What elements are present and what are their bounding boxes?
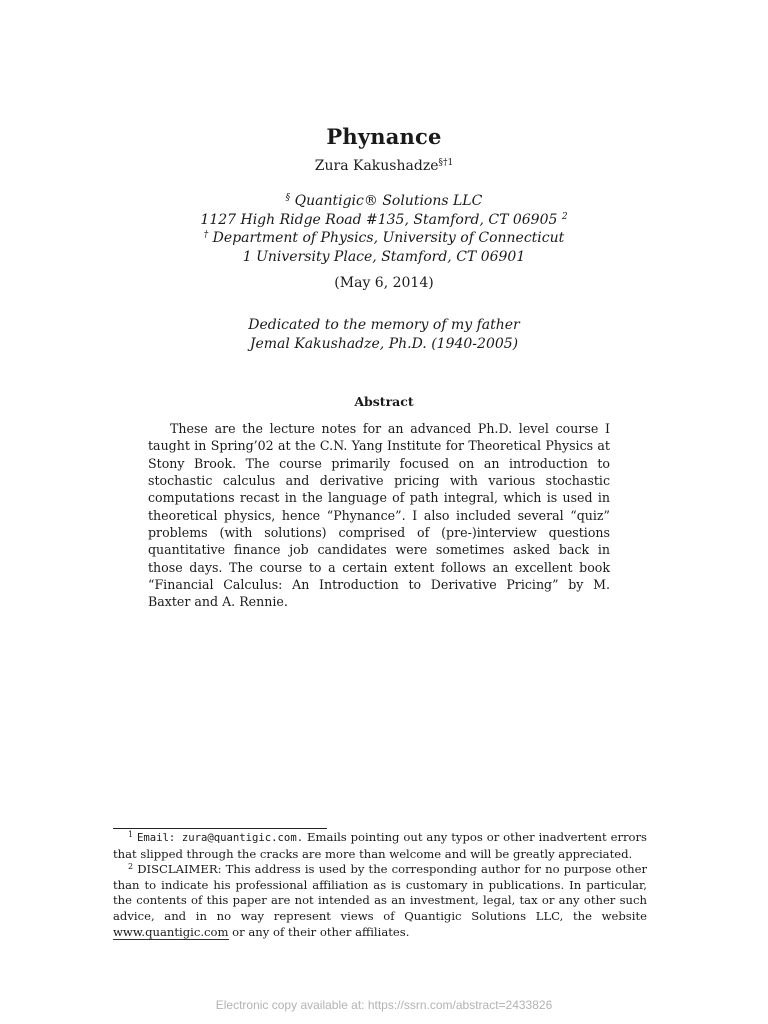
footnote-2: $^2$ DISCLAIMER: This address is used by the corresponding author for no purpose other than to indicate his professional affiliation as is customary in publications. In particular, the contents of this paper are not intended as an investment, legal, tax or any other such advice, and in no way represent views of Quantigic Solutions LLC, the website www.quantigic.com or any of their other affiliates. bbox=[113, 862, 647, 939]
website-link[interactable]: www.quantigic.com bbox=[113, 924, 229, 939]
footnote-1: $^1$ Email: zura@quantigic.com. Emails pointing out any typos or other inadvertent errors that slipped through the cracks are more than welcome and will be greatly appreciated. bbox=[113, 830, 648, 861]
affiliation-line-4: 1 University Place, Stamford, CT 06901 bbox=[242, 248, 526, 265]
dedication bbox=[0, 316, 768, 354]
abstract-text: These are the lecture notes for an advanced Ph.D. level course I taught in Spring’02 at the C.N. Yang Institute for Theoretical Physics at Stony Brook. The course primarily focused on an introduction to stochastic calculus and derivative pricing with various stochastic computations recast in the language of path integral, which is used in theoretical physics, hence “Phynance”. I also included several “quiz” problems (with solutions) comprised of (pre-)interview questions quantitative finance job candidates were sometimes asked back in those days. The course to a certain extent follows an excellent book “Financial Calculus: An Introduction to Derivative Pricing” by M. Baxter and A. Rennie. bbox=[148, 421, 610, 610]
affiliation-line-1: § Quantigic® Solutions LLC bbox=[285, 193, 483, 209]
footnotes bbox=[113, 830, 647, 940]
footnote-email: Email: zura@quantigic.com. bbox=[137, 832, 304, 844]
affiliation-mark-section: § bbox=[285, 193, 291, 203]
affiliation-line-3: † Department of Physics, University of Connecticut bbox=[203, 230, 565, 247]
footnote-mark-1: 1 bbox=[128, 830, 134, 839]
affiliation-line-2: 1127 High Ridge Road #135, Stamford, CT 06905 $^2$ bbox=[200, 211, 568, 228]
footnote-mark-2: 2 bbox=[128, 862, 134, 872]
footnote-ref-2: 2 bbox=[561, 211, 568, 222]
author-line bbox=[0, 158, 768, 174]
footnote-rule bbox=[113, 828, 327, 829]
author-name: Zura Kakushadze bbox=[314, 158, 439, 174]
affiliations bbox=[0, 192, 768, 266]
dedication-line-1: Dedicated to the memory of my father bbox=[248, 317, 520, 333]
dedication-line-2: Jemal Kakushadze, Ph.D. (1940-2005) bbox=[249, 336, 519, 352]
ssrn-watermark: Electronic copy available at: https://ssrn.com/abstract=2433826 bbox=[215, 998, 553, 1012]
abstract-heading: Abstract bbox=[354, 394, 414, 409]
paper-date: (May 6, 2014) bbox=[334, 275, 434, 291]
paper-title: Phynance bbox=[326, 124, 442, 149]
affiliation-mark-dagger: † bbox=[203, 230, 209, 241]
author-marks: §†1 bbox=[438, 158, 454, 168]
